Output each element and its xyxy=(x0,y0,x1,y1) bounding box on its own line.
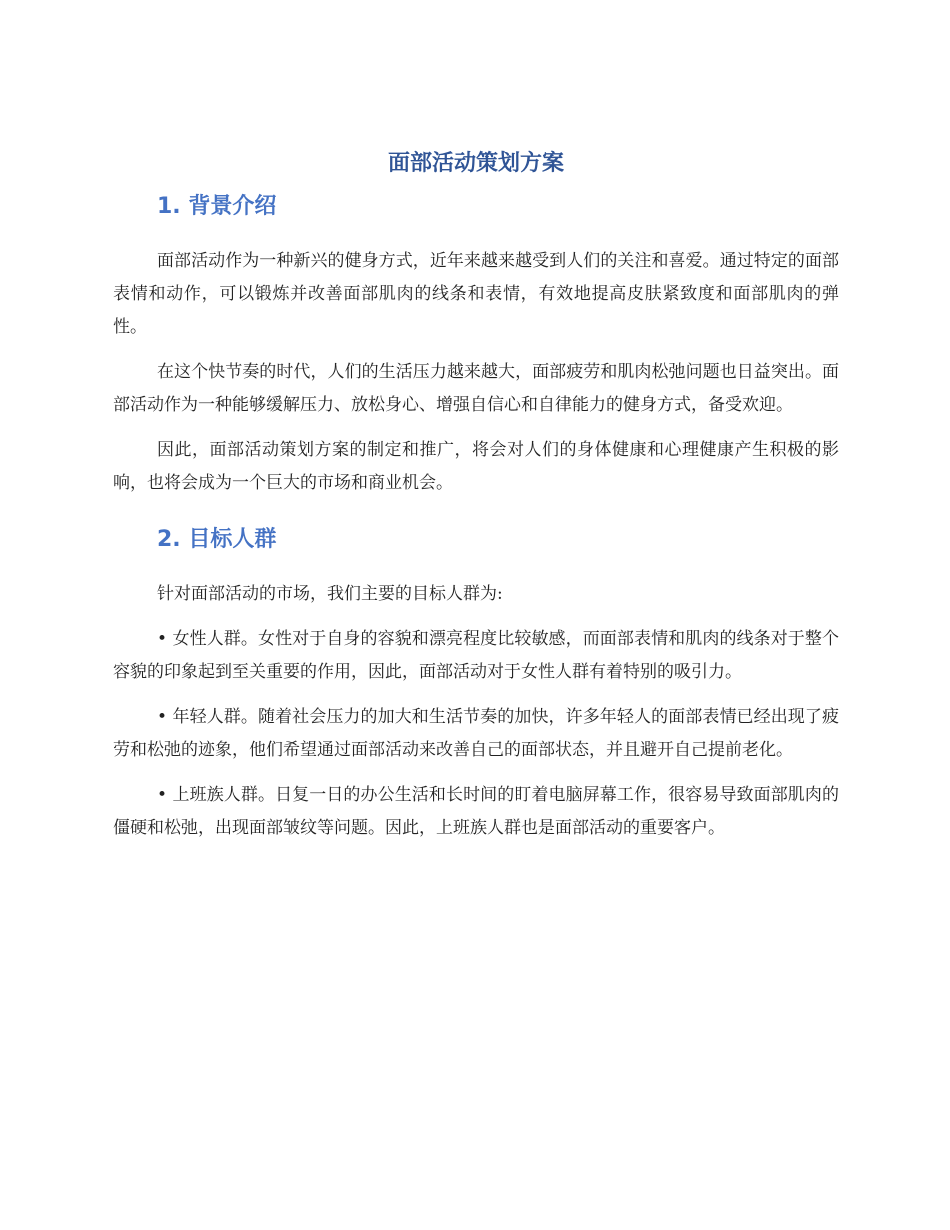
document-title: 面部活动策划方案 xyxy=(387,151,564,176)
document-body xyxy=(113,146,839,845)
paragraph: 面部活动作为一种新兴的健身方式，近年来越来越受到人们的关注和喜爱。通过特定的面部表情和动作，可以锻炼并改善面部肌肉的线条和表情，有效地提高皮肤紧致度和面部肌肉的弹性。 xyxy=(113,251,839,337)
section-background xyxy=(113,190,839,500)
paragraph: 针对面部活动的市场，我们主要的目标人群为: xyxy=(157,584,503,604)
paragraph: 因此，面部活动策划方案的制定和推广，将会对人们的身体健康和心理健康产生积极的影响，也将会成为一个巨大的市场和商业机会。 xyxy=(113,440,839,493)
list-item-office-workers: • 上班族人群。日复一日的办公生活和长时间的盯着电脑屏幕工作，很容易导致面部肌肉的僵硬和松弛，出现面部皱纹等问题。因此，上班族人群也是面部活动的重要客户。 xyxy=(113,785,839,838)
paragraph: 在这个快节奏的时代，人们的生活压力越来越大，面部疲劳和肌肉松弛问题也日益突出。面部活动作为一种能够缓解压力、放松身心、增强自信心和自律能力的健身方式，备受欢迎。 xyxy=(113,362,839,415)
section-heading-background: 1. 背景介绍 xyxy=(157,194,277,219)
list-item-women: • 女性人群。女性对于自身的容貌和漂亮程度比较敏感，而面部表情和肌肉的线条对于整个容貌的印象起到至关重要的作用，因此，面部活动对于女性人群有着特别的吸引力。 xyxy=(113,629,839,682)
section-heading-target-audience: 2. 目标人群 xyxy=(157,527,277,552)
list-item-young-people: • 年轻人群。随着社会压力的加大和生活节奏的加快，许多年轻人的面部表情已经出现了疲劳和松弛的迹象，他们希望通过面部活动来改善自己的面部状态，并且避开自己提前老化。 xyxy=(113,707,839,760)
section-target-audience xyxy=(113,523,839,845)
